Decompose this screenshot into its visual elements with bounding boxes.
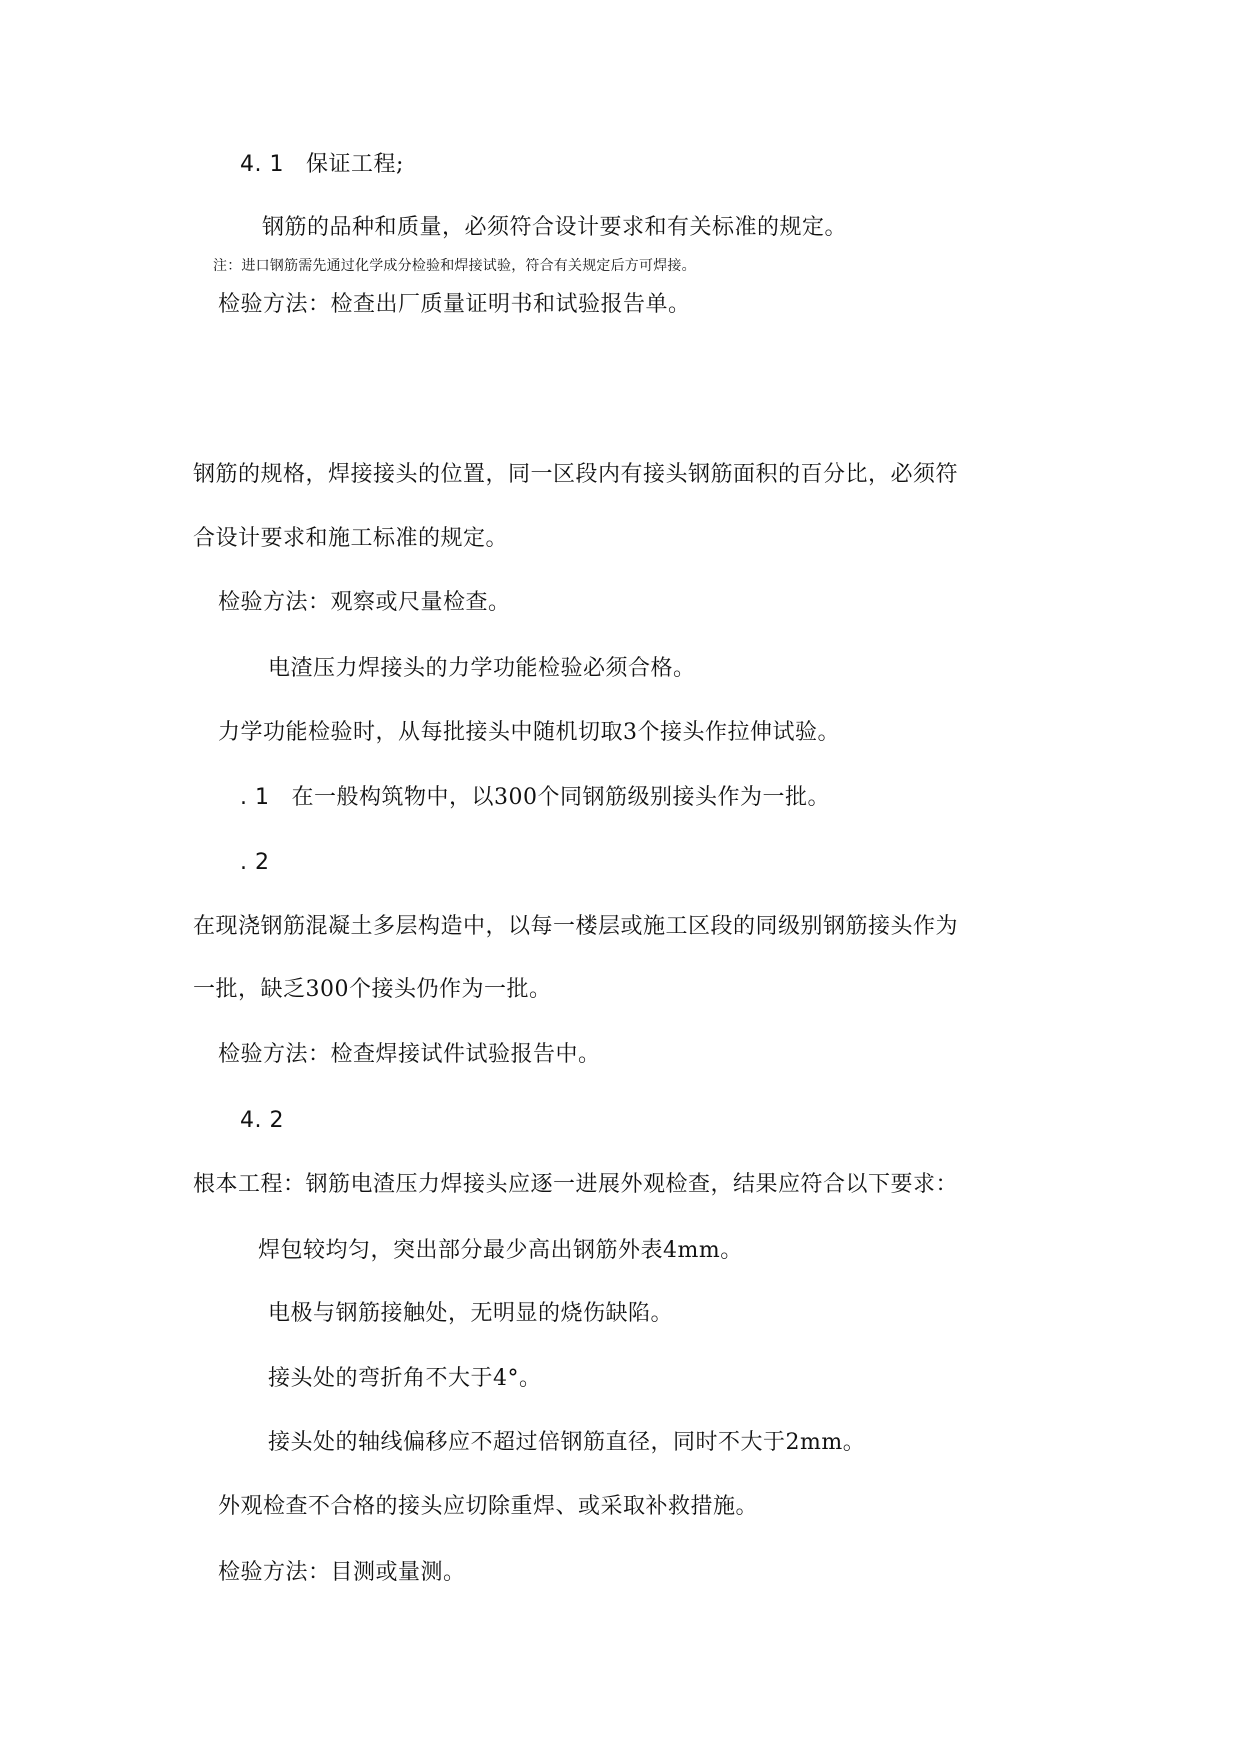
- list-item-2-line-2: 一批，缺乏300个接头仍作为一批。: [193, 977, 552, 1002]
- requirement-4: 接头处的轴线偏移应不超过倍钢筋直径，同时不大于2mm。: [268, 1430, 866, 1455]
- paragraph-rework: 外观检查不合格的接头应切除重焊、或采取补救措施。: [218, 1494, 759, 1519]
- section-number: 4. 1: [240, 152, 284, 177]
- paragraph-spec-line-1: 钢筋的规格，焊接接头的位置，同一区段内有接头钢筋面积的百分比，必须符: [193, 462, 959, 487]
- paragraph-spec-line-2: 合设计要求和施工标准的规定。: [193, 526, 509, 551]
- section-title: 保证工程;: [305, 152, 404, 177]
- paragraph-sampling: 力学功能检验时，从每批接头中随机切取3个接头作拉伸试验。: [218, 720, 840, 745]
- section-4-2-number: 4. 2: [240, 1108, 284, 1133]
- requirement-3: 接头处的弯折角不大于4°。: [268, 1366, 542, 1391]
- inspection-method-3: 检验方法：检查焊接试件试验报告中。: [218, 1042, 601, 1067]
- list-item-2-number: . 2: [240, 850, 270, 875]
- list-item-2-line-1: 在现浇钢筋混凝土多层构造中，以每一楼层或施工区段的同级别钢筋接头作为: [193, 914, 959, 939]
- section-4-1-heading: [240, 150, 404, 180]
- section-4-2-heading: 根本工程：钢筋电渣压力焊接头应逐一进展外观检查，结果应符合以下要求：: [193, 1172, 959, 1197]
- requirement-1: 焊包较均匀，突出部分最少高出钢筋外表4mm。: [258, 1238, 743, 1263]
- list-item-1: [240, 783, 830, 813]
- note-imported-steel: 注：进口钢筋需先通过化学成分检验和焊接试验，符合有关规定后方可焊接。: [213, 258, 696, 274]
- list-item-number: . 1: [240, 785, 270, 810]
- requirement-2: 电极与钢筋接触处，无明显的烧伤缺陷。: [268, 1301, 674, 1326]
- paragraph-mechanical-test: 电渣压力焊接头的力学功能检验必须合格。: [268, 656, 696, 681]
- inspection-method-2: 检验方法：观察或尺量检查。: [218, 590, 511, 615]
- paragraph-steel-quality: 钢筋的品种和质量，必须符合设计要求和有关标准的规定。: [262, 215, 848, 240]
- list-item-text: 在一般构筑物中，以300个同钢筋级别接头作为一批。: [291, 785, 830, 810]
- inspection-method-1: 检验方法：检查出厂质量证明书和试验报告单。: [218, 292, 691, 317]
- inspection-method-4: 检验方法：目测或量测。: [218, 1560, 466, 1585]
